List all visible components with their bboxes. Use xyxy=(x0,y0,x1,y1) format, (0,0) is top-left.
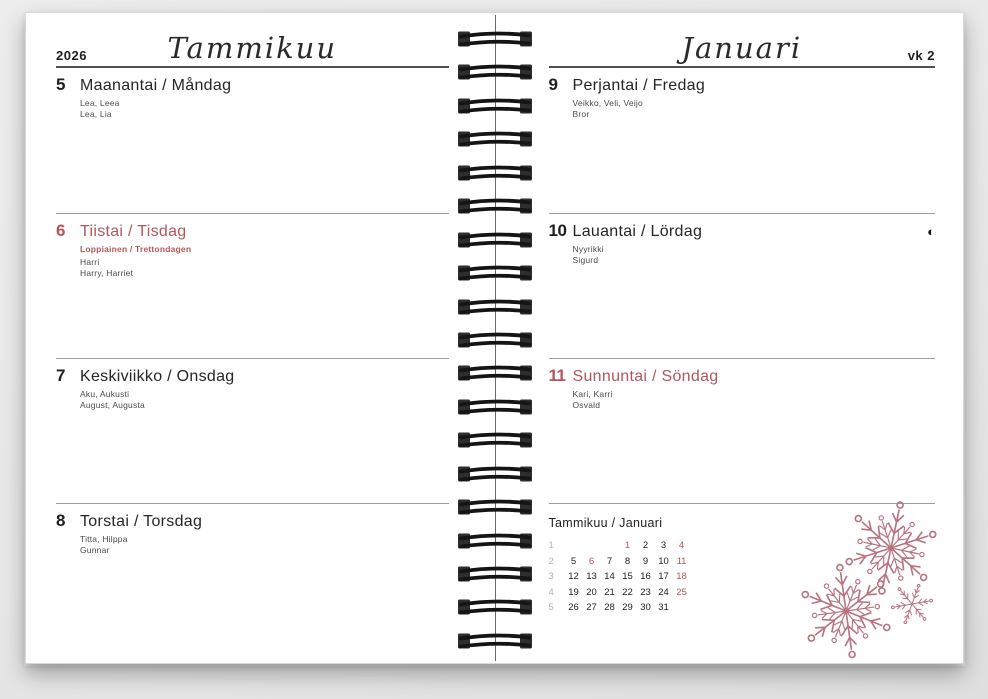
name-day-list xyxy=(80,98,449,120)
day-name: Tiistai / Tisdag xyxy=(80,223,187,240)
name-day-list xyxy=(80,257,449,279)
wire-loop-icon xyxy=(458,363,532,383)
name-day-list xyxy=(573,98,936,120)
mini-calendar-day[interactable]: 23 xyxy=(640,586,651,598)
day-block[interactable] xyxy=(549,68,936,213)
wire-loop-icon xyxy=(458,430,532,450)
month-title-finnish: Tammikuu xyxy=(167,31,338,66)
spiral-binding xyxy=(458,29,532,651)
name-day-list xyxy=(573,389,936,411)
day-name: Sunnuntai / Söndag xyxy=(572,368,719,385)
day-number: 10 xyxy=(548,221,567,240)
wire-loop-icon xyxy=(458,330,532,350)
mini-calendar-day[interactable]: 18 xyxy=(676,571,687,583)
mini-calendar-day[interactable]: 1 xyxy=(624,540,631,552)
day-number: 8 xyxy=(56,511,65,530)
right-page-header xyxy=(549,27,936,68)
day-number: 5 xyxy=(56,75,65,94)
mini-calendar-day[interactable]: 6 xyxy=(588,555,595,567)
day-number: 11 xyxy=(548,366,566,385)
day-name: Maanantai / Måndag xyxy=(80,77,232,94)
name-day-line: Aku, Aukusti xyxy=(80,389,130,399)
mini-calendar-day[interactable]: 11 xyxy=(676,555,687,567)
wire-loop-icon xyxy=(458,196,532,216)
mini-calendar-day[interactable]: 14 xyxy=(604,571,615,583)
moon-phase-icon: ◐ xyxy=(927,224,935,239)
day-name: Keskiviikko / Onsdag xyxy=(80,368,235,385)
day-block[interactable] xyxy=(56,68,449,213)
wire-loop-icon xyxy=(458,230,532,250)
wire-loop-icon xyxy=(458,263,532,283)
holiday-label: Loppiainen / Trettondagen xyxy=(80,244,192,254)
name-day-line: Harry, Harriet xyxy=(80,268,134,278)
mini-calendar-day[interactable]: 8 xyxy=(624,555,631,567)
mini-calendar-day[interactable]: 31 xyxy=(658,602,669,614)
day-block[interactable] xyxy=(549,358,936,503)
mini-calendar-week-number: 3 xyxy=(548,571,554,583)
wire-loop-icon xyxy=(458,464,532,484)
name-day-line: August, Augusta xyxy=(80,400,145,410)
day-name: Torstai / Torsdag xyxy=(80,513,203,530)
mini-calendar-day[interactable]: 9 xyxy=(642,555,649,567)
wire-loop-icon xyxy=(458,163,532,183)
mini-calendar-day[interactable]: 13 xyxy=(586,571,597,583)
name-day-line: Lea, Lia xyxy=(80,109,112,119)
name-day-line: Titta, Hilppa xyxy=(80,534,128,544)
mini-calendar-day[interactable]: 10 xyxy=(658,555,669,567)
day-name: Lauantai / Lördag xyxy=(572,223,703,240)
left-day-list xyxy=(56,68,449,649)
wire-loop-icon xyxy=(458,29,532,49)
mini-calendar-day[interactable]: 21 xyxy=(604,586,615,598)
name-day-line: Bror xyxy=(572,109,590,119)
mini-calendar-week-number: 1 xyxy=(548,540,554,552)
wire-loop-icon xyxy=(458,397,532,417)
name-day-line: Sigurd xyxy=(572,255,599,265)
name-day-line: Veikko, Veli, Veijo xyxy=(572,98,643,108)
name-day-line: Lea, Leea xyxy=(80,98,120,108)
mini-calendar-week-number: 2 xyxy=(548,555,554,567)
mini-calendar-day[interactable]: 2 xyxy=(642,540,649,552)
day-block[interactable] xyxy=(56,358,449,503)
day-block[interactable] xyxy=(56,503,449,649)
wire-loop-icon xyxy=(458,96,532,116)
left-page xyxy=(26,13,495,663)
year-label: 2026 xyxy=(56,48,87,63)
mini-calendar-week-number: 5 xyxy=(548,602,554,614)
wire-loop-icon xyxy=(458,564,532,584)
wire-loop-icon xyxy=(458,129,532,149)
mini-calendar-day[interactable]: 30 xyxy=(640,602,651,614)
mini-calendar-day[interactable]: 5 xyxy=(570,555,577,567)
week-number-label: vk 2 xyxy=(907,48,935,63)
day-number: 9 xyxy=(548,75,558,94)
mini-calendar-title: Tammikuu / Januari xyxy=(548,516,663,530)
wire-loop-icon xyxy=(458,631,532,651)
name-day-line: Osvald xyxy=(572,400,601,410)
mini-calendar-day[interactable]: 29 xyxy=(622,602,633,614)
mini-calendar-day[interactable]: 25 xyxy=(676,586,687,598)
mini-calendar-day[interactable]: 22 xyxy=(622,586,633,598)
mini-calendar-day[interactable]: 19 xyxy=(568,586,579,598)
wire-loop-icon xyxy=(458,497,532,517)
name-day-list xyxy=(573,244,936,266)
mini-calendar-day[interactable]: 7 xyxy=(606,555,613,567)
name-day-list xyxy=(80,389,449,411)
name-day-line: Kari, Karri xyxy=(572,389,613,399)
name-day-line: Harri xyxy=(80,257,100,267)
day-block[interactable] xyxy=(549,213,936,358)
mini-calendar-day[interactable]: 27 xyxy=(586,602,597,614)
mini-calendar-day[interactable]: 16 xyxy=(640,571,651,583)
day-name: Perjantai / Fredag xyxy=(572,77,706,94)
day-number: 7 xyxy=(56,366,65,385)
name-day-line: Gunnar xyxy=(80,545,110,555)
wire-loop-icon xyxy=(458,531,532,551)
mini-calendar-day[interactable]: 15 xyxy=(622,571,633,583)
mini-calendar-day[interactable]: 26 xyxy=(568,602,579,614)
wire-loop-icon xyxy=(458,62,532,82)
name-day-line: Nyyrikki xyxy=(572,244,604,254)
wire-loop-icon xyxy=(458,297,532,317)
left-page-header xyxy=(56,27,449,68)
mini-calendar-day[interactable]: 3 xyxy=(660,540,667,552)
name-day-list xyxy=(80,534,449,556)
planner-spread xyxy=(25,12,964,664)
mini-calendar-day[interactable]: 12 xyxy=(568,571,579,583)
mini-calendar-day[interactable]: 24 xyxy=(658,586,669,598)
mini-calendar-day[interactable]: 17 xyxy=(658,571,669,583)
mini-calendar-day[interactable]: 28 xyxy=(604,602,615,614)
mini-calendar-day[interactable]: 4 xyxy=(678,540,685,552)
wire-loop-icon xyxy=(458,597,532,617)
mini-calendar-week-number: 4 xyxy=(548,586,554,598)
month-title-swedish: Januari xyxy=(681,31,803,66)
day-number: 6 xyxy=(56,221,65,240)
mini-calendar-day[interactable]: 20 xyxy=(586,586,597,598)
day-block[interactable] xyxy=(56,213,449,358)
